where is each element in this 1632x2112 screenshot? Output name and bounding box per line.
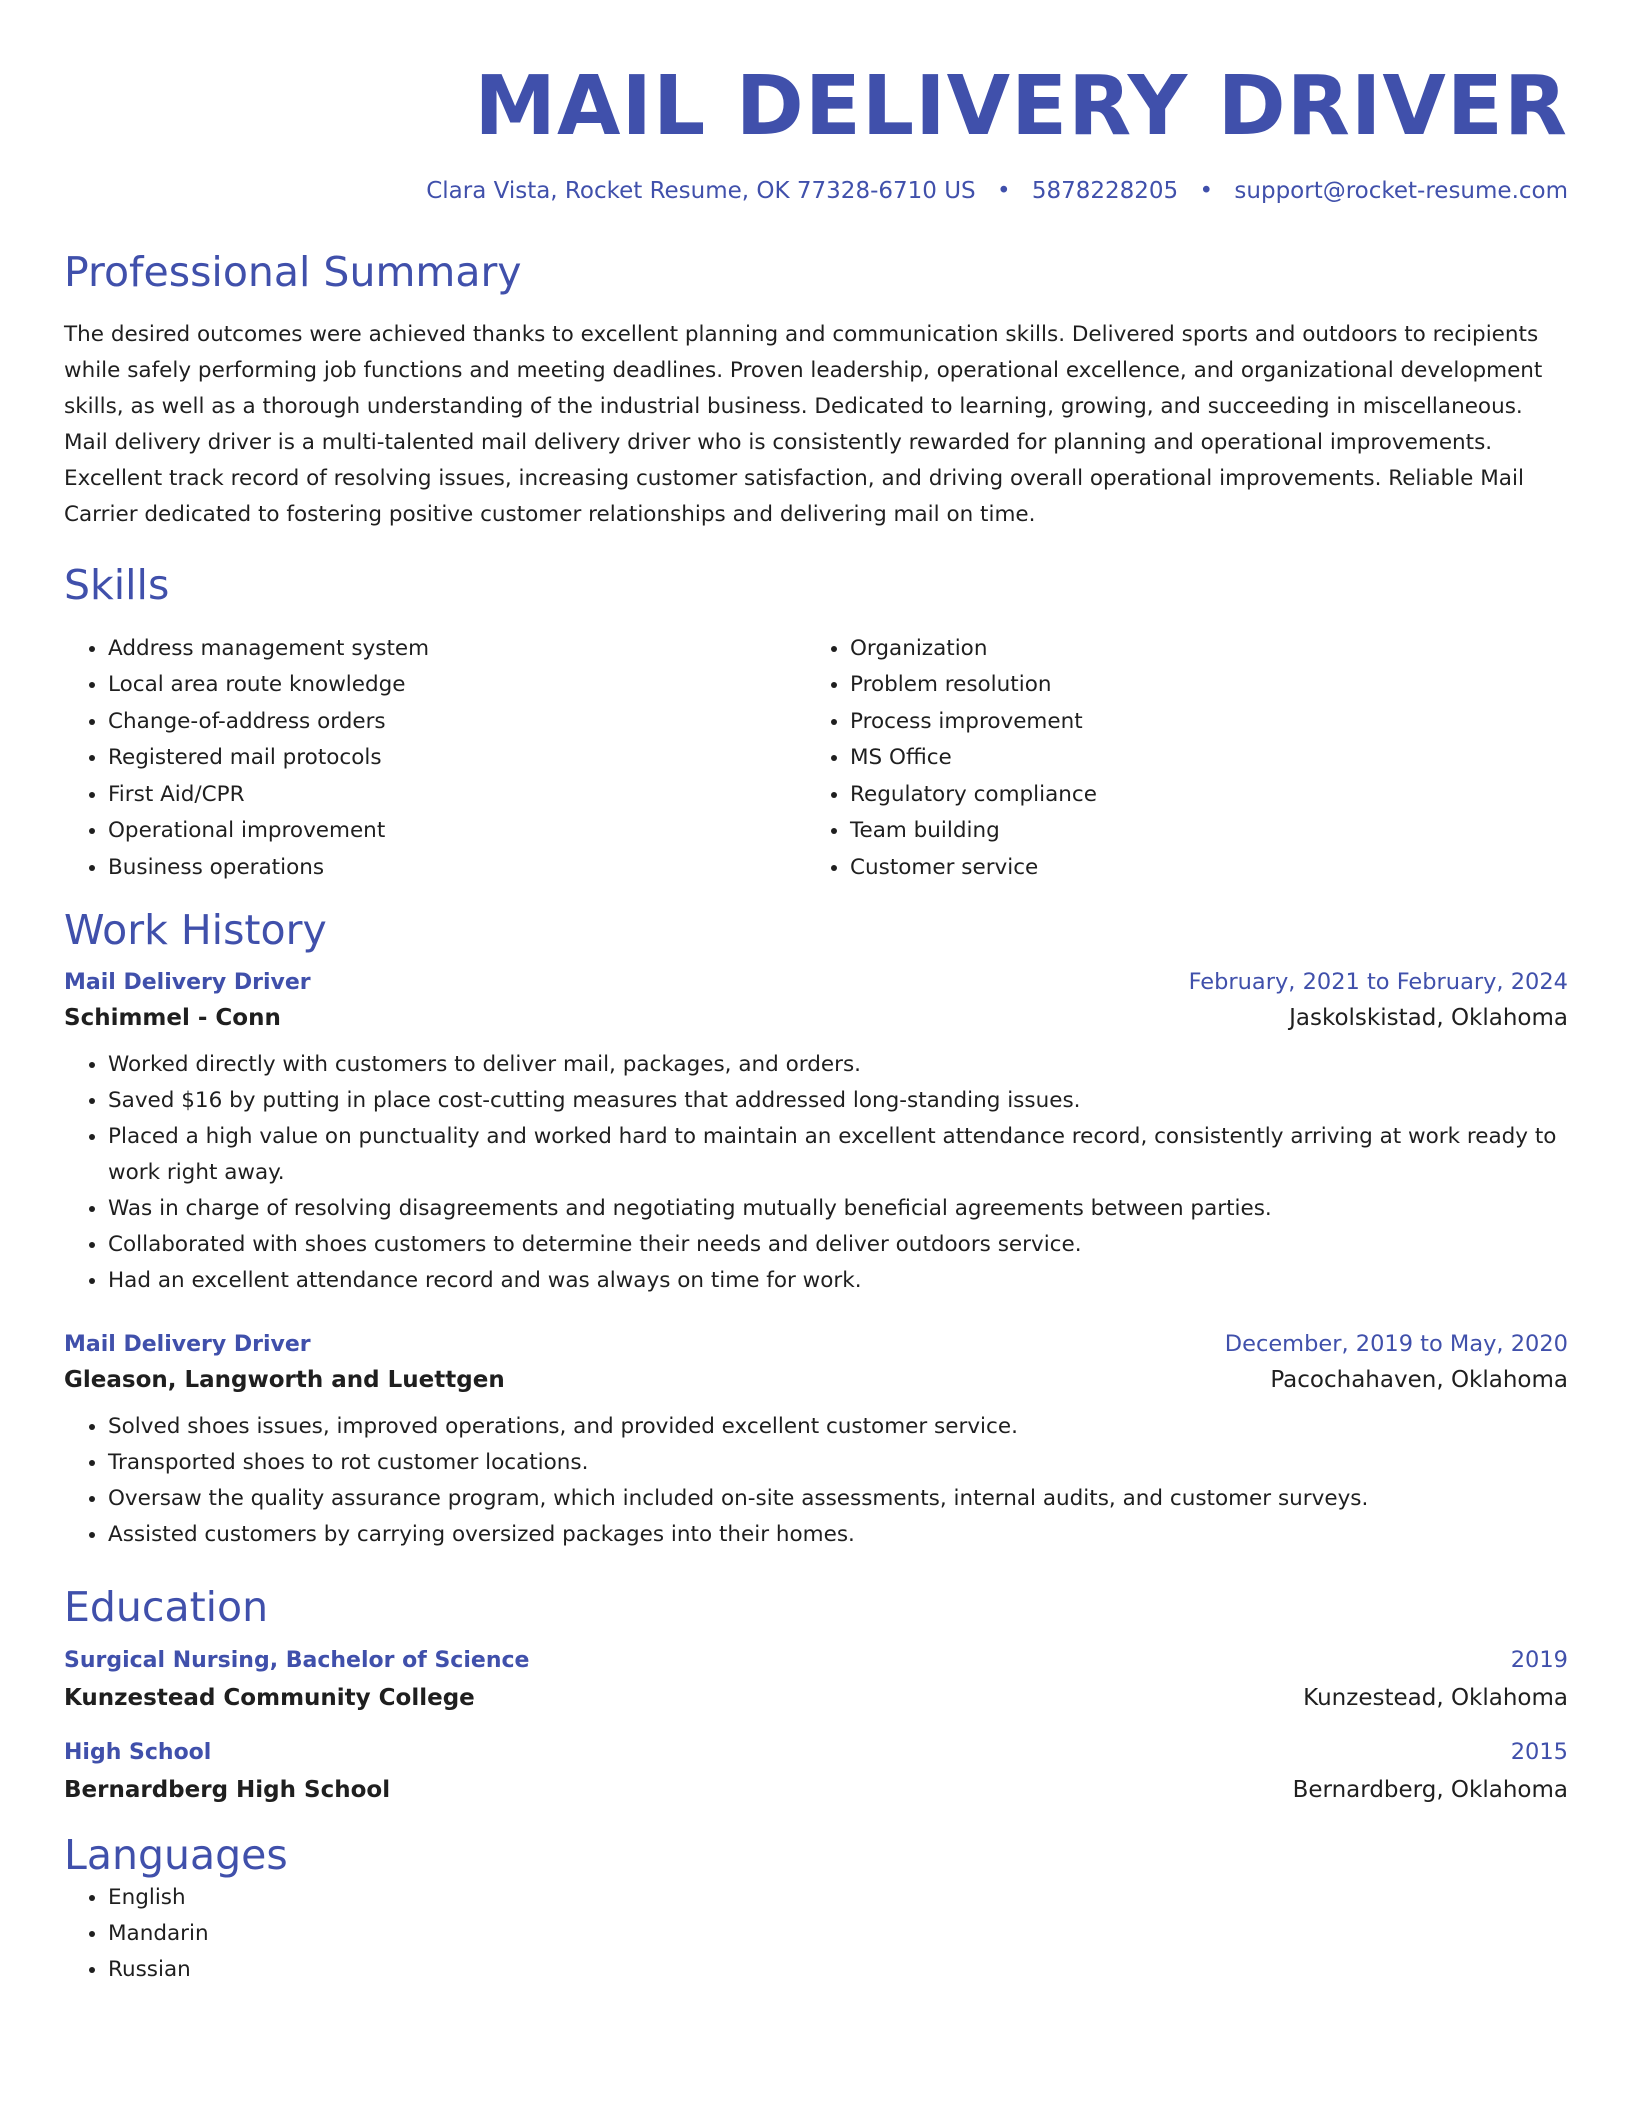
languages-heading: Languages (64, 1830, 288, 1879)
education-entry (64, 1739, 1568, 1803)
work-history-heading: Work History (64, 906, 327, 955)
job-subheader (64, 1367, 1568, 1393)
skill-item: • Change-of-address orders (108, 704, 806, 741)
education-location: Bernardberg, Oklahoma (1292, 1776, 1568, 1803)
job-bullet: • Worked directly with customers to deliver mail, packages, and orders. (108, 1047, 1568, 1083)
skills-columns (64, 631, 1568, 887)
education-subheader (64, 1685, 1568, 1711)
education-location: Kunzestead, Oklahoma (1303, 1684, 1568, 1711)
education-degree: High School (64, 1739, 212, 1765)
job-bullet: • Had an excellent attendance record and was always on time for work. (108, 1263, 1568, 1299)
job-subheader (64, 1005, 1568, 1031)
job-header (64, 1331, 1568, 1357)
skills-list-right (806, 631, 1548, 887)
contact-email: support@rocket-resume.com (1234, 178, 1568, 205)
job-header (64, 969, 1568, 995)
education-degree: Surgical Nursing, Bachelor of Science (64, 1647, 530, 1673)
job-location: Jaskolskistad, Oklahoma (1289, 1005, 1568, 1032)
job-bullet: • Saved $16 by putting in place cost-cutting measures that addressed long-standing issues. (108, 1083, 1568, 1119)
resume-title: MAIL DELIVERY DRIVER (474, 59, 1568, 154)
education-school: Bernardberg High School (64, 1776, 391, 1803)
skill-item: • Problem resolution (850, 667, 1548, 704)
skill-item: • Address management system (108, 631, 806, 668)
language-item: • Mandarin (108, 1916, 1568, 1952)
job-company: Gleason, Langworth and Luettgen (64, 1367, 505, 1394)
job-role: Mail Delivery Driver (64, 970, 311, 996)
languages-list (64, 1880, 1568, 1988)
job-bullet: • Assisted customers by carrying oversized packages into their homes. (108, 1517, 1568, 1553)
job-dates: February, 2021 to February, 2024 (1188, 969, 1568, 996)
education-header (64, 1739, 1568, 1765)
education-entry (64, 1647, 1568, 1711)
skill-item: • Team building (850, 813, 1548, 850)
job-bullet: • Transported shoes to rot customer locations. (108, 1445, 1568, 1481)
skill-item: • Operational improvement (108, 813, 806, 850)
contact-address: Clara Vista, Rocket Resume, OK 77328-6710 US (426, 178, 976, 205)
skills-heading: Skills (64, 561, 170, 610)
skill-item: • Registered mail protocols (108, 740, 806, 777)
contact-separator: • (996, 178, 1011, 205)
job-bullets (64, 1047, 1568, 1299)
language-item: • Russian (108, 1952, 1568, 1988)
education-header (64, 1647, 1568, 1673)
resume-page (64, 40, 1568, 1988)
language-item: • English (108, 1880, 1568, 1916)
job-bullet: • Placed a high value on punctuality and worked hard to maintain an excellent attendance record, consistently arriving at work ready to work right away. (108, 1119, 1568, 1191)
job-bullet: • Was in charge of resolving disagreements and negotiating mutually beneficial agreements between parties. (108, 1191, 1568, 1227)
skill-item: • First Aid/CPR (108, 777, 806, 814)
job-entry (64, 969, 1568, 1299)
contact-line (64, 178, 1568, 204)
job-entry (64, 1331, 1568, 1553)
contact-separator: • (1199, 178, 1214, 205)
education-subheader (64, 1777, 1568, 1803)
skill-item: • Regulatory compliance (850, 777, 1548, 814)
skill-item: • Business operations (108, 850, 806, 887)
education-school: Kunzestead Community College (64, 1684, 475, 1711)
summary-heading: Professional Summary (64, 248, 522, 297)
education-year: 2019 (1510, 1646, 1568, 1673)
education-year: 2015 (1510, 1738, 1568, 1765)
job-location: Pacochahaven, Oklahoma (1270, 1367, 1568, 1394)
job-role: Mail Delivery Driver (64, 1332, 311, 1358)
summary-text: The desired outcomes were achieved thanks to excellent planning and communication skills. Delivered sports and outdoors to recipients while safely performing job functions and meeting deadlines. Proven leadership, operational excellence, and organizational development skills, as well as a thorough understanding of the industrial business. Dedicated to learning, growing, and succeeding in miscellaneous. Mail delivery driver is a multi-talented mail delivery driver who is consistently rewarded for planning and operational improvements. Excellent track record of resolving issues, increasing customer satisfaction, and driving overall operational improvements. Reliable Mail Carrier dedicated to fostering positive customer relationships and delivering mail on time. (64, 322, 1543, 528)
skill-item: • Process improvement (850, 704, 1548, 741)
job-bullet: • Solved shoes issues, improved operations, and provided excellent customer service. (108, 1409, 1568, 1445)
skill-item: • Customer service (850, 850, 1548, 887)
skill-item: • MS Office (850, 740, 1548, 777)
skills-list-left (64, 631, 806, 887)
job-dates: December, 2019 to May, 2020 (1224, 1331, 1568, 1358)
job-bullets (64, 1409, 1568, 1553)
skill-item: • Organization (850, 631, 1548, 668)
skill-item: • Local area route knowledge (108, 667, 806, 704)
education-heading: Education (64, 1583, 269, 1632)
job-company: Schimmel - Conn (64, 1005, 281, 1032)
job-bullet: • Collaborated with shoes customers to determine their needs and deliver outdoors service. (108, 1227, 1568, 1263)
job-bullet: • Oversaw the quality assurance program, which included on-site assessments, internal audits, and customer surveys. (108, 1481, 1568, 1517)
contact-phone: 5878228205 (1031, 178, 1179, 205)
